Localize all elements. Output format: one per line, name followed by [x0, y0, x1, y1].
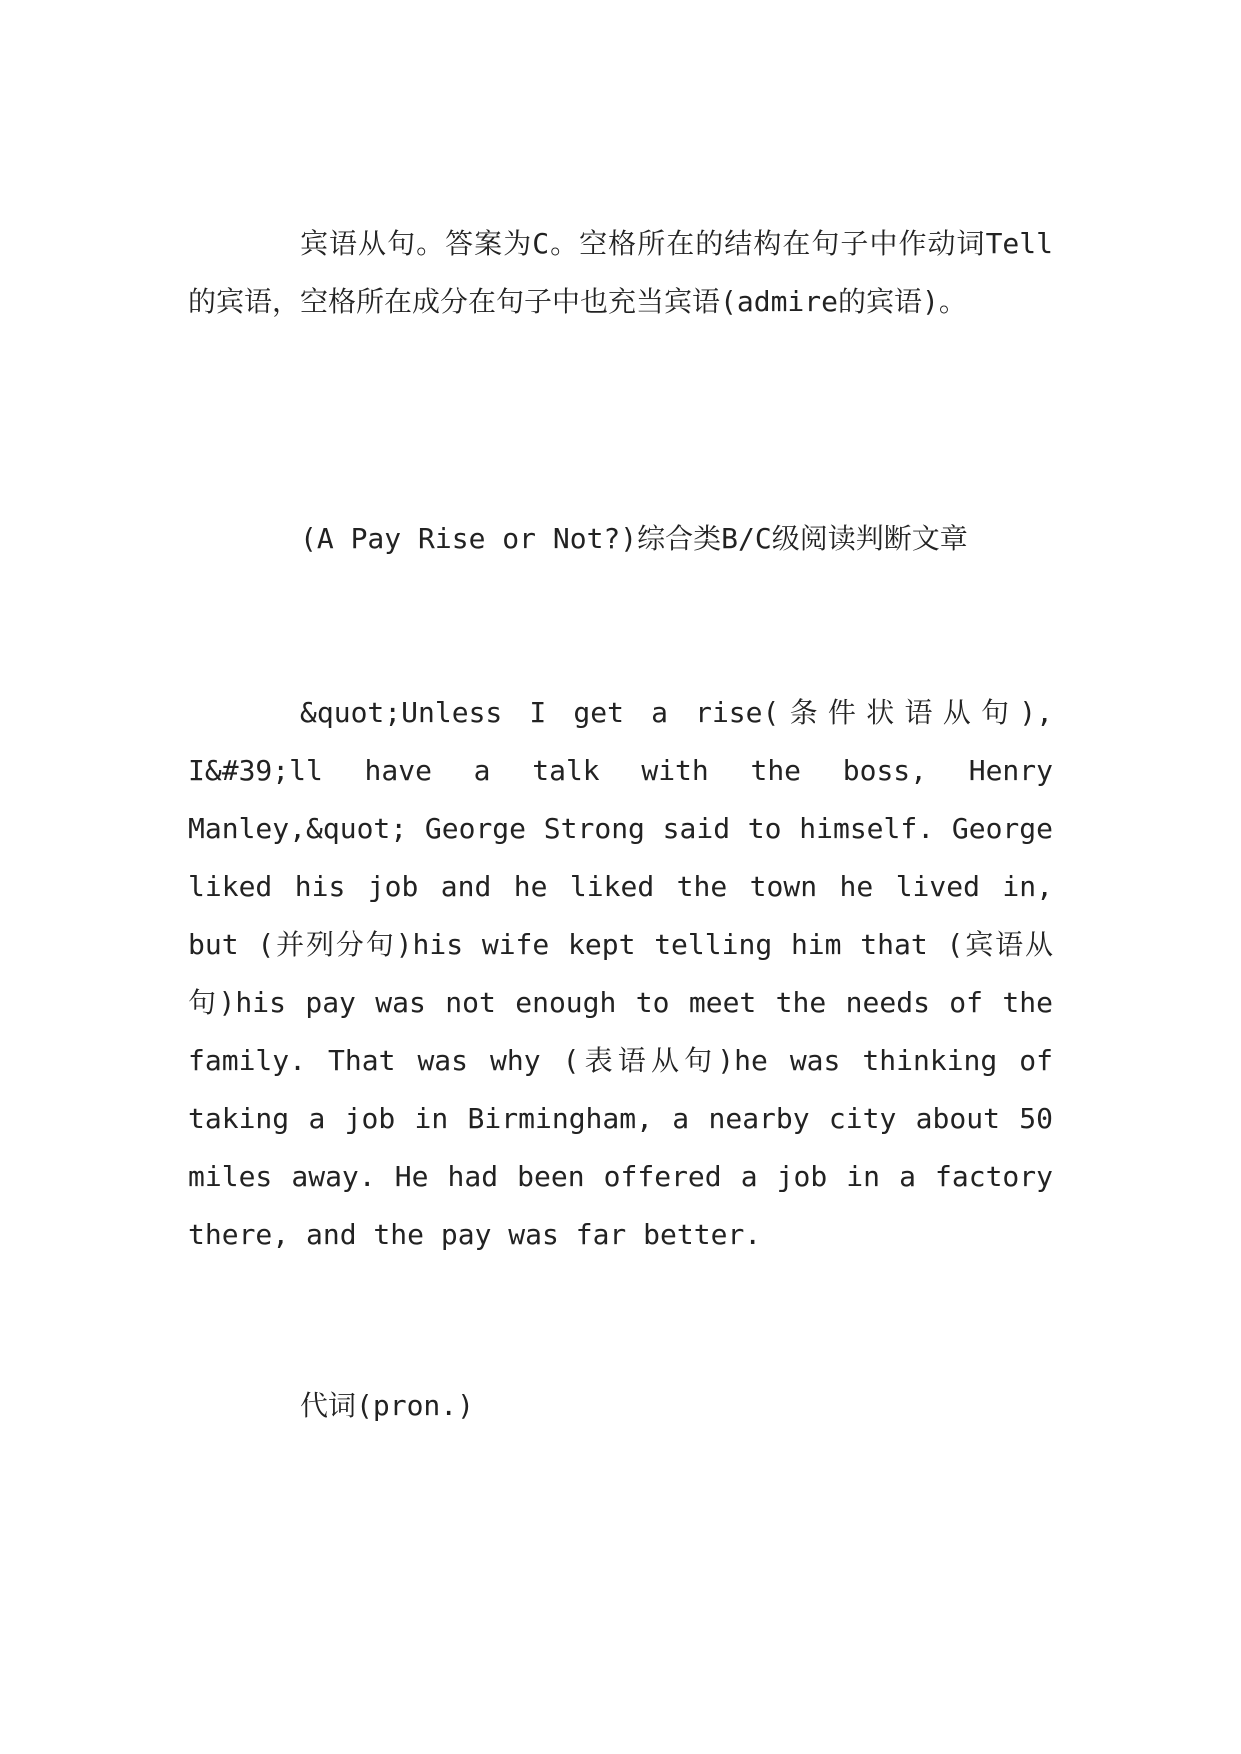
answer-explanation-paragraph: 宾语从句。答案为C。空格所在的结构在句子中作动词Tell的宾语，空格所在成分在句子中也充当宾语(admire的宾语)。 [188, 227, 1053, 318]
section-heading-pronoun: 代词(pron.) [300, 1389, 475, 1422]
article-title: (A Pay Rise or Not?)综合类B/C级阅读判断文章 [300, 522, 968, 555]
article-body-paragraph: &quot;Unless I get a rise(条件状语从句), I&#39;ll have a talk with the boss, Henry Manley,&quot; George Strong said to himself. George liked his job and he liked the town he lived in, but (并列分句)his wife kept telling him that (宾语从句)his pay was not enough to meet the needs of the family. That was why (表语从句)he was thinking of taking a job in Birmingham, a nearby city about 50 miles away. He had been offered a job in a factory there, and the pay was far better. [188, 696, 1053, 1251]
